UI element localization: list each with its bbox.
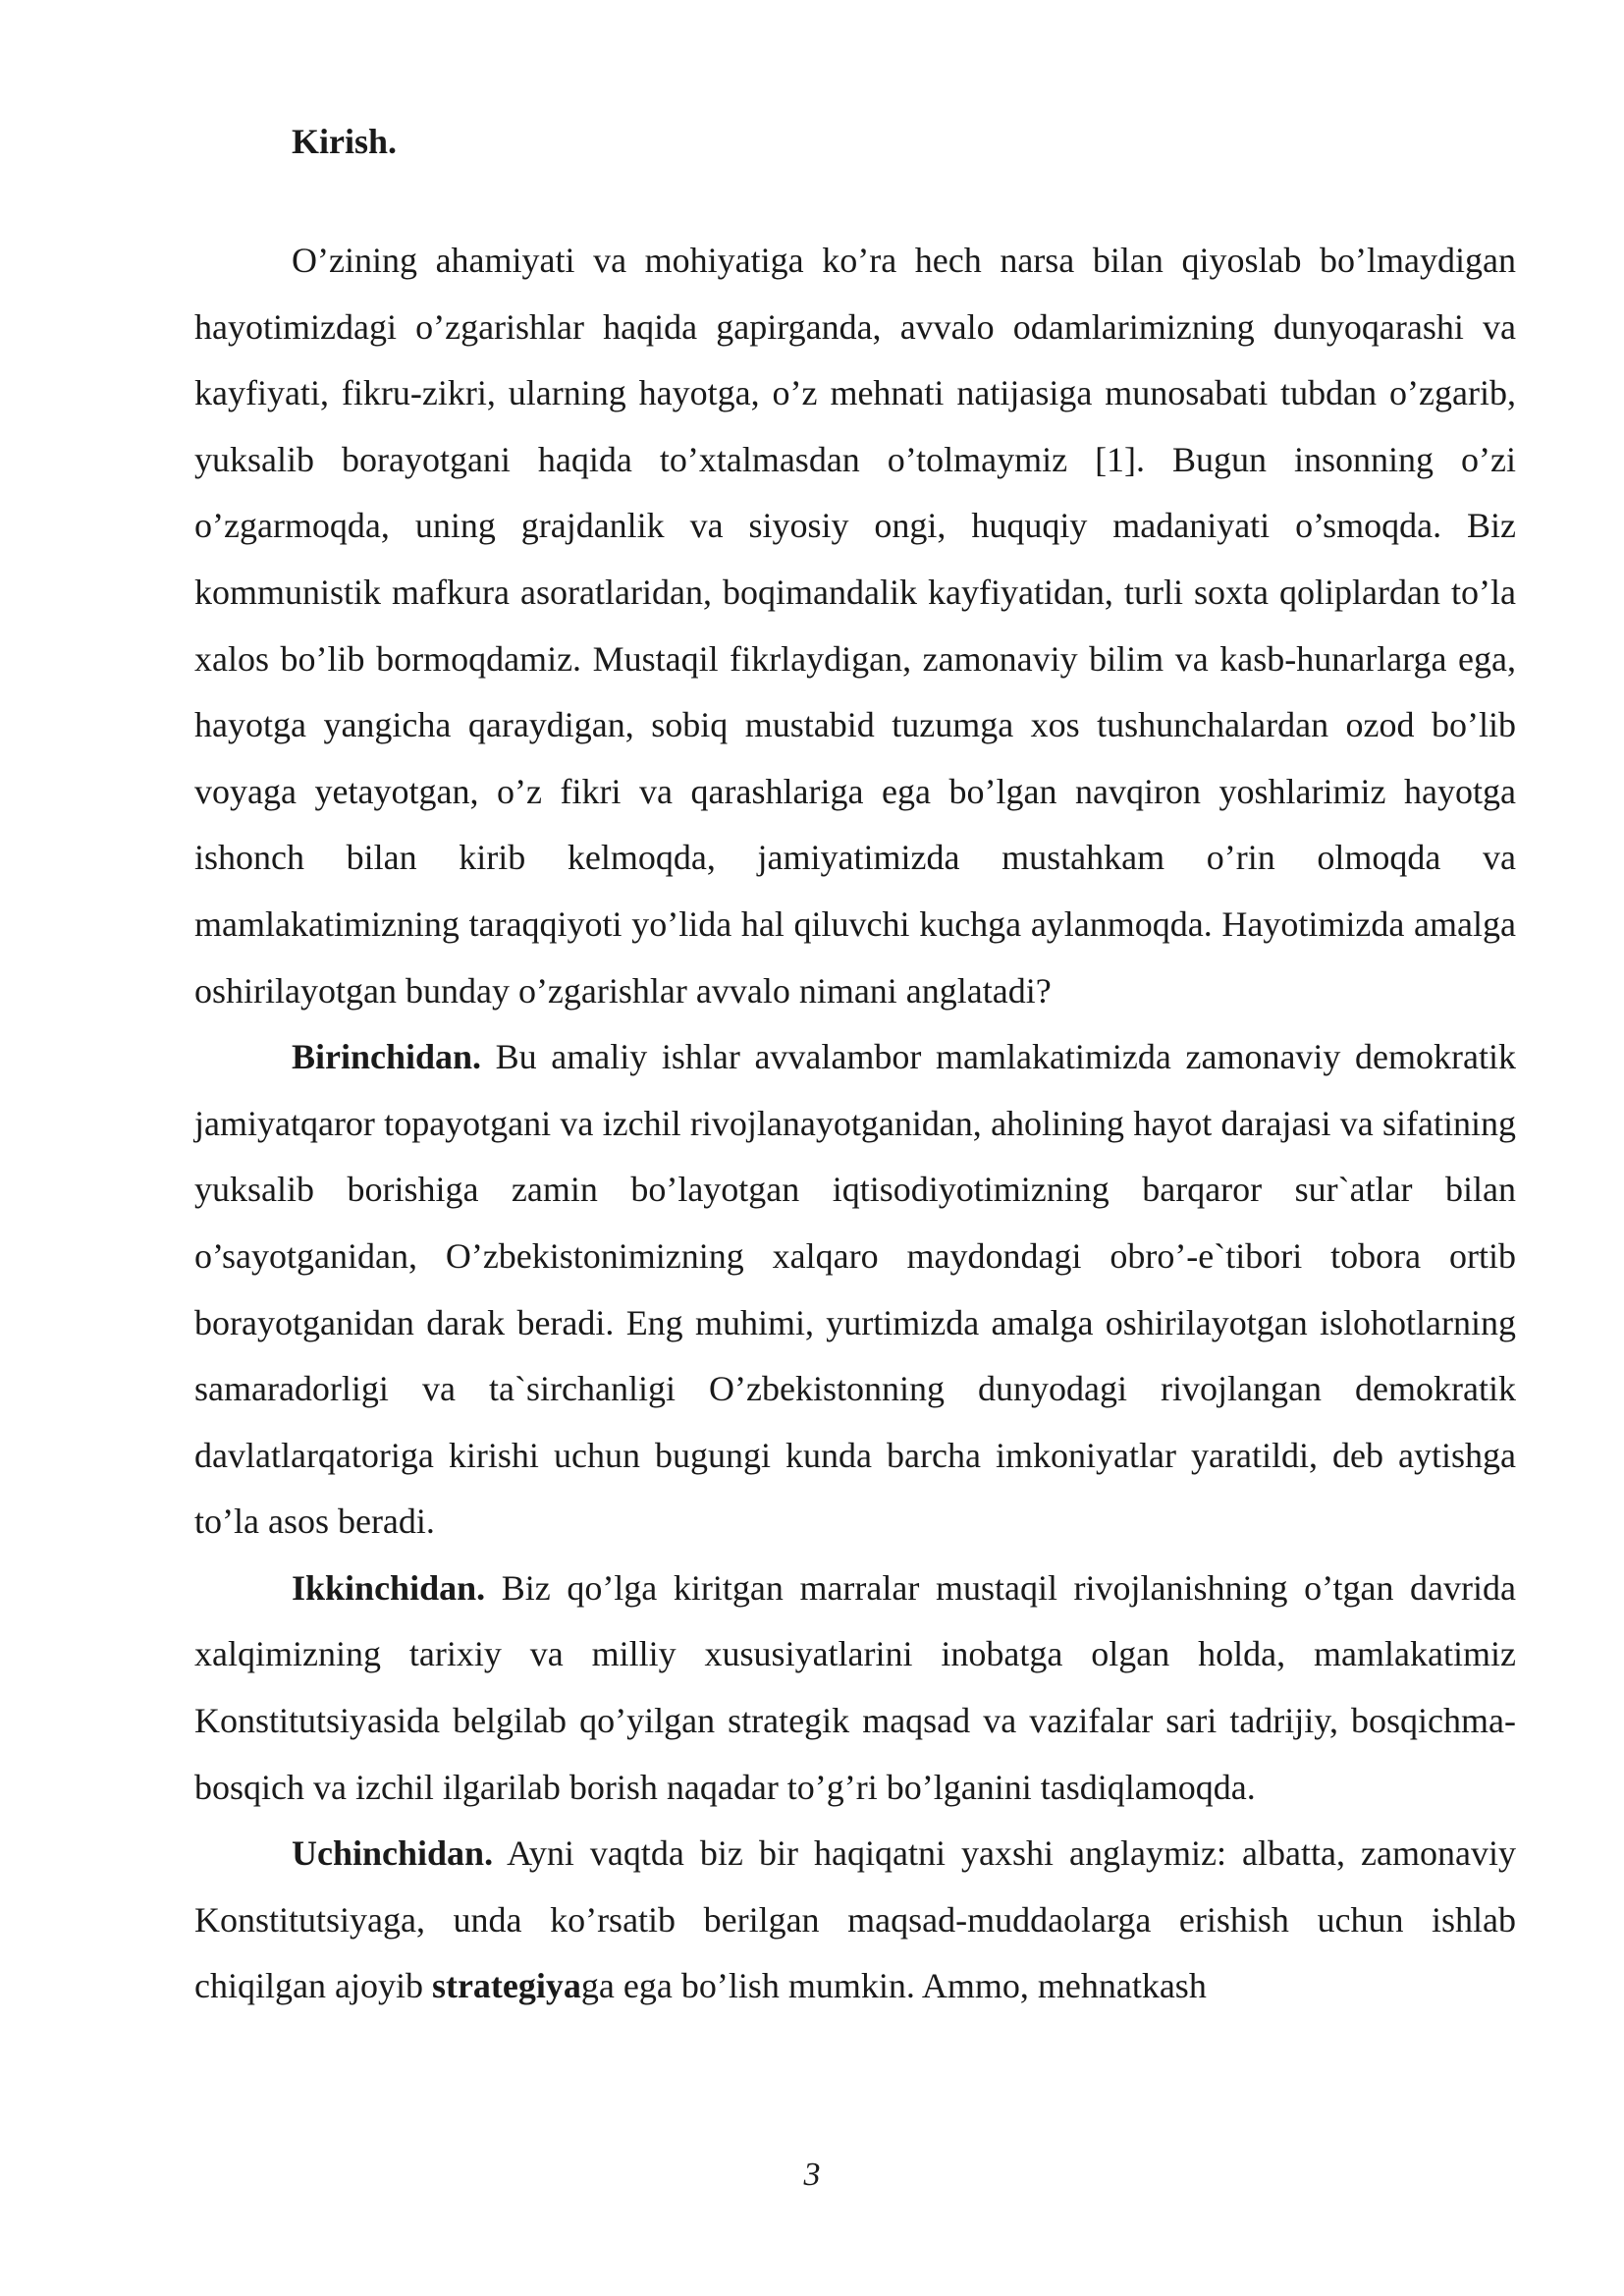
document-page (194, 110, 1516, 2020)
paragraph-text: O’zining ahamiyati va mohiyatiga ko’ra hech narsa bilan qiyoslab bo’lmaydigan hayotimizdagi o’zgarishlar haqida gapirganda, avvalo odamlarimizning dunyoqarashi va kayfiyati, fikru-zikri, ularning hayotga, o’z mehnati natijasiga munosabati tubdan o’zgarib, yuksalib borayotgani haqida to’xtalmasdan o’tolmaymiz [1]. Bugun insonning o’zi o’zgarmoqda, uning grajdanlik va siyosiy ongi, huquqiy madaniyati o’smoqda. Biz kommunistik mafkura asoratlaridan, boqimandalik kayfiyatidan, turli soxta qoliplardan to’la xalos bo’lib bormoqdamiz. Mustaqil fikrlaydigan, zamonaviy bilim va kasb-hunarlarga ega, hayotga yangicha qaraydigan, sobiq mustabid tuzumga xos tushunchalardan ozod bo’lib voyaga yetayotgan, o’z fikri va qarashlariga ega bo’lgan navqiron yoshlarimiz hayotga ishonch bilan kirib kelmoqda, jamiyatimizda mustahkam o’rin olmoqda va mamlakatimizning taraqqiyoti yo’lida hal qiluvchi kuchga aylanmoqda. Hayotimizda amalga oshirilayotgan bunday o’zgarishlar avvalo nimani anglatadi? (194, 241, 1516, 1011)
paragraph-lead: Birinchidan. (292, 1037, 482, 1077)
page-number: 3 (803, 2157, 821, 2193)
paragraph-text: Biz qo’lga kiritgan marralar mustaqil rivojlanishning o’tgan davrida xalqimizning tarixiy va milliy xususiyatlarini inobatga olgan holda, mamlakatimiz Konstitutsiyasida belgilab qo’yilgan strategik maqsad va vazifalar sari tadrijiy, bosqichma-bosqich va izchil ilgarilab borish naqadar to’g’ri bo’lganini tasdiqlamoqda. (194, 1567, 1516, 1807)
paragraph-text: ga ega bo’lish mumkin. Ammo, mehnatkash (580, 1966, 1207, 2006)
paragraph-text: Bu amaliy ishlar avvalambor mamlakatimizda zamonaviy demokratik jamiyatqaror topayotgani va izchil rivojlanayotganidan, aholining hayot darajasi va sifatining yuksalib borishiga zamin bo’layotgan iqtisodiyotimizning barqaror sur`atlar bilan o’sayotganidan, O’zbekistonimizning xalqaro maydondagi obro’-e`tibori tobora ortib borayotganidan darak beradi. Eng muhimi, yurtimizda amalga oshirilayotgan islohotlarning samaradorligi va ta`sirchanligi O’zbekistonning dunyodagi rivojlangan demokratik davlatlarqatoriga kirishi uchun bugungi kunda barcha imkoniyatlar yaratildi, deb aytishga to’la asos beradi. (194, 1037, 1516, 1542)
section-heading: Kirish. (292, 122, 398, 161)
paragraph-lead: Uchinchidan. (292, 1833, 494, 1874)
paragraph-second (194, 1556, 1516, 1821)
bold-term: strategiya (431, 1966, 581, 2006)
paragraph-third (194, 1821, 1516, 2020)
paragraph-intro (194, 228, 1516, 1024)
paragraph-first (194, 1024, 1516, 1556)
paragraph-text: Ayni vaqtda biz bir haqiqatni yaxshi anglaymiz: albatta, zamonaviy Konstitutsiyaga, unda ko’rsatib berilgan maqsad-muddaolarga erishish uchun ishlab chiqilgan ajoyib (194, 1833, 1516, 2006)
paragraph-lead: Ikkinchidan. (292, 1567, 486, 1608)
